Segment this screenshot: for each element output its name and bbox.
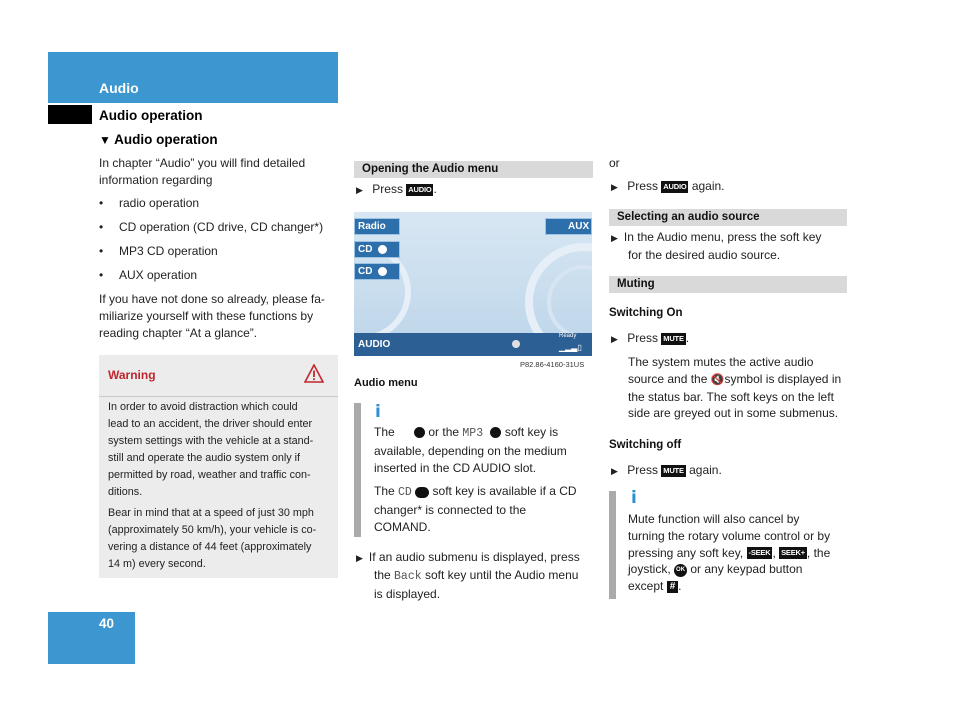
list-item: • CD operation (CD drive, CD changer*) (99, 220, 324, 234)
chapter-header-bar (48, 52, 338, 103)
radio-softkey[interactable]: Radio (354, 218, 400, 235)
arrow-right-icon: ▶ (611, 182, 618, 192)
arrow-right-icon: ▶ (611, 334, 618, 344)
section-marker (48, 105, 92, 124)
info-sidebar (354, 403, 361, 537)
press-audio-again-step: ▶ Press AUDIO again. (611, 179, 725, 193)
audio-key-icon: AUDIO (408, 184, 432, 194)
mute-key-icon: MUTE (663, 465, 684, 475)
ready-label: Ready (559, 333, 577, 339)
page-number-box (48, 612, 135, 664)
switching-on-heading: Switching On (609, 307, 683, 319)
warning-text-1: In order to avoid distraction which could lead to an accident, the driver should enter system settings with the vehicle at a stand- still and operate the audio system only if permitted by road, weather and traffic con- ditions. (108, 401, 314, 498)
triangle-down-icon: ▼ (99, 133, 111, 147)
familiarize-text: If you have not done so already, please fa- miliarize yourself with these functions by reading chapter “At a glance”. (99, 292, 325, 340)
figure-caption: Audio menu (354, 377, 418, 389)
cd-softkey[interactable]: CD (354, 241, 400, 258)
info-icon: i (375, 402, 381, 422)
cd-icon (378, 245, 387, 254)
warning-triangle-icon (304, 364, 324, 388)
list-item: • AUX operation (99, 268, 198, 282)
ok-key-icon: OK (674, 564, 687, 577)
cd-status-icon (512, 340, 520, 348)
seek-plus-key-icon: SEEK+ (781, 548, 805, 558)
arrow-right-icon: ▶ (611, 233, 618, 243)
heading-muting: Muting (609, 276, 847, 293)
seek-minus-key-icon: -SEEK (748, 548, 771, 558)
audio-key-icon: AUDIO (663, 181, 687, 191)
arrow-right-icon: ▶ (356, 553, 363, 563)
warning-label: Warning (108, 368, 156, 382)
chapter-title: Audio (99, 80, 139, 96)
or-text: or (609, 156, 620, 170)
intro-text: In chapter “Audio” you will find detailed information regarding (99, 156, 306, 187)
hash-key-icon: # (667, 581, 678, 593)
press-mute-step: ▶ Press MUTE . (611, 331, 690, 345)
status-audio-label: AUDIO (358, 339, 391, 350)
cd-changer-icon (378, 267, 387, 276)
info-icon: i (631, 488, 637, 508)
press-audio-step: ▶ Press AUDIO . (356, 182, 437, 196)
heading-opening-audio-menu: Opening the Audio menu (354, 161, 593, 178)
signal-icon: ▁▂▃▯ (559, 343, 582, 352)
warning-text-2: Bear in mind that at a speed of just 30 mph (approximately 50 km/h), your vehicle is co- vering a distance of 44 feet (approximately 14 m) every second. (108, 507, 317, 570)
list-item: • MP3 CD operation (99, 244, 218, 258)
heading-selecting-source: Selecting an audio source (609, 209, 847, 226)
switching-off-heading: Switching off (609, 439, 682, 451)
audio-menu-screen (354, 212, 592, 356)
cd-changer-icon (415, 487, 429, 498)
disc-icon (414, 427, 425, 438)
press-mute-again-step: ▶ Press MUTE again. (611, 463, 722, 477)
info-text-1: The or the MP3 soft key is available, depending on the medium inserted in the CD AUDIO slot. The CD soft key is available if a CD changer* is connected to the COMAND. (374, 425, 577, 534)
info-sidebar (609, 491, 616, 599)
selecting-step: ▶ In the Audio menu, press the soft key for the desired audio source. (611, 230, 822, 262)
mute-key-icon: MUTE (663, 333, 684, 343)
section-subheading: Audio operation (99, 108, 203, 123)
figure-id: P82.86-4160-31US (520, 360, 585, 369)
submenu-step: ▶ If an audio submenu is displayed, press the Back soft key until the Audio menu is displayed. (356, 550, 580, 601)
aux-softkey[interactable]: AUX (545, 218, 592, 235)
arrow-right-icon: ▶ (611, 466, 618, 476)
list-item: • radio operation (99, 196, 200, 210)
section-title: ▼ Audio operation (99, 132, 218, 147)
cd-changer-softkey[interactable]: CD (354, 263, 400, 280)
mute-description: The system mutes the active audio source and the 🔇symbol is displayed in the status bar. The soft keys on the left side are greyed out in some submenus. (628, 355, 842, 421)
arrow-right-icon: ▶ (356, 185, 363, 195)
disc-icon (490, 427, 501, 438)
status-bar (354, 333, 592, 356)
page-number: 40 (99, 616, 115, 631)
info-text-2: Mute function will also cancel by turning the rotary volume control or by pressing any soft key, -SEEK , SEEK+ , the joystick, OK or any keypad button except # . (628, 512, 831, 594)
mute-speaker-icon: 🔇 (710, 373, 725, 386)
